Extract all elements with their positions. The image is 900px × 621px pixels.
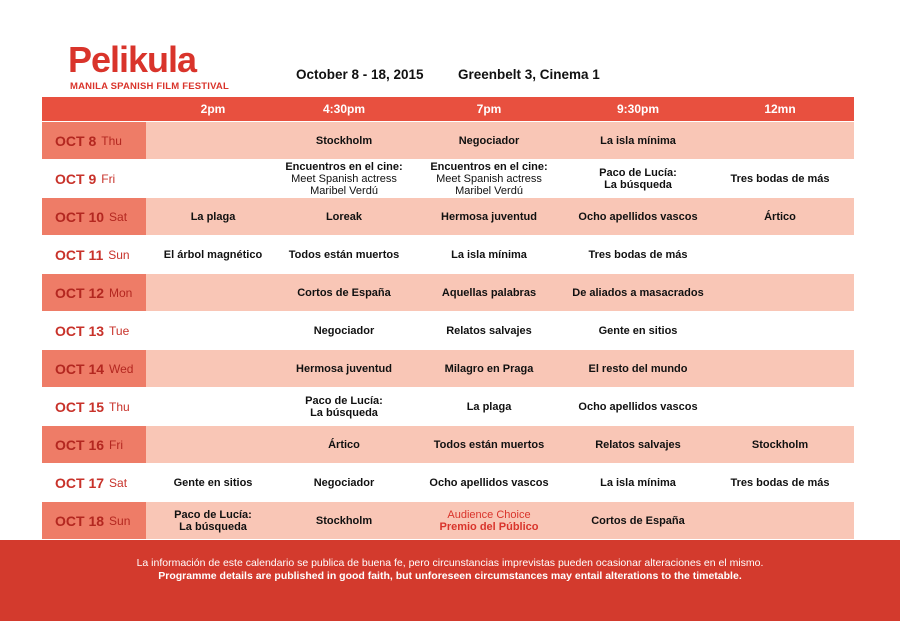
screening-cell (570, 122, 706, 159)
film-title: Stockholm (315, 514, 373, 527)
film-title: Cortos de España (297, 286, 391, 299)
screening-cell (146, 464, 280, 501)
screening-cell (146, 312, 280, 349)
weekday-text: Fri (101, 171, 116, 186)
festival-venue: Greenbelt 3, Cinema 1 (458, 67, 600, 82)
screening-cell (146, 350, 280, 387)
screening-cell (408, 274, 570, 311)
time-header-row (42, 97, 854, 121)
screening-cell (706, 388, 854, 425)
film-title: La isla mínima (600, 476, 676, 489)
film-title: La búsqueda (604, 178, 672, 191)
schedule-row (42, 502, 854, 539)
film-title: La isla mínima (451, 248, 527, 261)
screening-cell (408, 426, 570, 463)
film-title: Maribel Verdú (455, 184, 523, 197)
film-title: Todos están muertos (433, 438, 545, 451)
screening-cell (706, 274, 854, 311)
schedule-rows (42, 121, 854, 539)
weekday-text: Sun (108, 247, 130, 262)
film-title: Todos están muertos (288, 248, 400, 261)
date-text: OCT 18 (55, 512, 105, 529)
screening-cell (280, 426, 408, 463)
film-title: Milagro en Praga (444, 362, 534, 375)
date-text: OCT 12 (55, 284, 105, 301)
film-title: Maribel Verdú (310, 184, 378, 197)
screening-cell (570, 160, 706, 197)
film-title: Relatos salvajes (446, 324, 532, 337)
screening-cell (408, 502, 570, 539)
film-title: Paco de Lucía: (599, 166, 677, 179)
day-label (42, 388, 146, 425)
film-title: Negociador (458, 134, 520, 147)
weekday-text: Wed (109, 361, 134, 376)
film-title: Encuentros en el cine: (285, 160, 403, 173)
screening-cell (280, 122, 408, 159)
film-title: Aquellas palabras (441, 286, 537, 299)
logo-subtitle: MANILA SPANISH FILM FESTIVAL (70, 81, 230, 92)
screening-cell (146, 502, 280, 539)
time-header-4: 12mn (764, 102, 796, 116)
time-header-1: 4:30pm (322, 102, 366, 116)
schedule-row (42, 464, 854, 501)
screening-cell (146, 198, 280, 235)
schedule-row (42, 274, 854, 311)
date-text: OCT 14 (55, 360, 105, 377)
day-label (42, 502, 146, 539)
disclaimer-spanish: La información de este calendario se publica de buena fe, pero circunstancias imprevistas pueden ocasionar alteraciones en el mismo. (136, 557, 764, 569)
screening-cell (706, 464, 854, 501)
film-title: El árbol magnético (163, 248, 263, 261)
screening-cell (280, 274, 408, 311)
time-header-3: 9:30pm (616, 102, 660, 116)
film-title: Gente en sitios (173, 476, 253, 489)
weekday-text: Thu (109, 399, 130, 414)
day-label (42, 122, 146, 159)
screening-cell (570, 274, 706, 311)
weekday-text: Tue (109, 323, 130, 338)
date-text: OCT 15 (55, 398, 105, 415)
film-title: Cortos de España (591, 514, 685, 527)
screening-cell (706, 502, 854, 539)
screening-cell (280, 160, 408, 197)
logo-wordmark: Pelikula (68, 39, 197, 80)
screening-cell (280, 464, 408, 501)
film-title: Ocho apellidos vascos (578, 210, 698, 223)
film-title: Premio del Público (439, 520, 539, 533)
schedule-row (42, 198, 854, 235)
film-title: Tres bodas de más (730, 476, 830, 489)
film-title: Loreak (325, 210, 363, 223)
screening-cell (146, 160, 280, 197)
day-label (42, 350, 146, 387)
film-title: La búsqueda (310, 406, 378, 419)
screening-cell (408, 198, 570, 235)
film-title: Tres bodas de más (588, 248, 688, 261)
screening-cell (408, 312, 570, 349)
day-label (42, 160, 146, 197)
screening-cell (280, 388, 408, 425)
screening-cell (280, 350, 408, 387)
film-title: Tres bodas de más (730, 172, 830, 185)
schedule-row (42, 160, 854, 197)
weekday-text: Sat (109, 209, 128, 224)
date-text: OCT 10 (55, 208, 105, 225)
festival-dates: October 8 - 18, 2015 (296, 67, 424, 82)
screening-cell (408, 122, 570, 159)
screening-cell (570, 464, 706, 501)
date-text: OCT 11 (55, 246, 104, 263)
film-title: Ocho apellidos vascos (578, 400, 698, 413)
screening-cell (706, 236, 854, 273)
film-title: Paco de Lucía: (305, 394, 383, 407)
screening-cell (570, 198, 706, 235)
film-title: El resto del mundo (588, 362, 688, 375)
film-title: Hermosa juventud (296, 362, 392, 375)
screening-cell (706, 122, 854, 159)
schedule-table (42, 97, 854, 539)
screening-cell (570, 312, 706, 349)
weekday-text: Fri (109, 437, 124, 452)
film-title: De aliados a masacrados (572, 286, 704, 299)
date-text: OCT 13 (55, 322, 105, 339)
screening-cell (146, 426, 280, 463)
screening-cell (570, 350, 706, 387)
day-label (42, 274, 146, 311)
screening-cell (570, 388, 706, 425)
day-label (42, 198, 146, 235)
date-text: OCT 8 (55, 132, 97, 149)
film-title: La plaga (190, 210, 236, 223)
schedule-row (42, 312, 854, 349)
schedule-row (42, 426, 854, 463)
film-title: Meet Spanish actress (291, 172, 397, 185)
day-label (42, 464, 146, 501)
time-header-0: 2pm (200, 102, 226, 116)
film-title: La isla mínima (600, 134, 676, 147)
schedule-row (42, 236, 854, 273)
film-title: Audience Choice (447, 508, 531, 521)
film-title: Ártico (328, 438, 360, 451)
film-title: Ocho apellidos vascos (429, 476, 549, 489)
disclaimer-footer (0, 540, 900, 621)
film-title: Hermosa juventud (441, 210, 537, 223)
film-title: Negociador (313, 324, 375, 337)
weekday-text: Sun (109, 513, 131, 528)
screening-cell (280, 236, 408, 273)
screening-cell (280, 502, 408, 539)
film-title: Relatos salvajes (595, 438, 681, 451)
screening-cell (706, 198, 854, 235)
weekday-text: Sat (109, 475, 128, 490)
screening-cell (408, 464, 570, 501)
screening-cell (280, 312, 408, 349)
header-corner (42, 97, 146, 121)
screening-cell (408, 236, 570, 273)
festival-logo (68, 24, 230, 94)
screening-cell (706, 160, 854, 197)
film-title: La búsqueda (179, 520, 247, 533)
film-title: Encuentros en el cine: (430, 160, 548, 173)
screening-cell (706, 426, 854, 463)
time-header-2: 7pm (476, 102, 502, 116)
screening-cell (408, 388, 570, 425)
film-title: Meet Spanish actress (436, 172, 542, 185)
screening-cell (706, 350, 854, 387)
film-title: Negociador (313, 476, 375, 489)
date-text: OCT 9 (55, 170, 97, 187)
disclaimer-english: Programme details are published in good faith, but unforeseen circumstances may entail alterations to the timetable. (158, 570, 742, 582)
screening-cell (146, 122, 280, 159)
date-text: OCT 17 (55, 474, 105, 491)
film-title: La plaga (466, 400, 512, 413)
screening-cell (706, 312, 854, 349)
screening-cell (408, 350, 570, 387)
film-title: Paco de Lucía: (174, 508, 252, 521)
film-title: Stockholm (315, 134, 373, 147)
film-title: Ártico (764, 210, 796, 223)
screening-cell (146, 274, 280, 311)
screening-cell (146, 236, 280, 273)
date-text: OCT 16 (55, 436, 105, 453)
day-label (42, 236, 146, 273)
screening-cell (146, 388, 280, 425)
screening-cell (280, 198, 408, 235)
schedule-row (42, 122, 854, 159)
weekday-text: Mon (109, 285, 133, 300)
screening-cell (570, 502, 706, 539)
film-title: Stockholm (751, 438, 809, 451)
screening-cell (570, 236, 706, 273)
film-title: Gente en sitios (598, 324, 678, 337)
screening-cell (408, 160, 570, 197)
day-label (42, 426, 146, 463)
screening-cell (570, 426, 706, 463)
schedule-row (42, 388, 854, 425)
schedule-row (42, 350, 854, 387)
day-label (42, 312, 146, 349)
weekday-text: Thu (101, 133, 122, 148)
